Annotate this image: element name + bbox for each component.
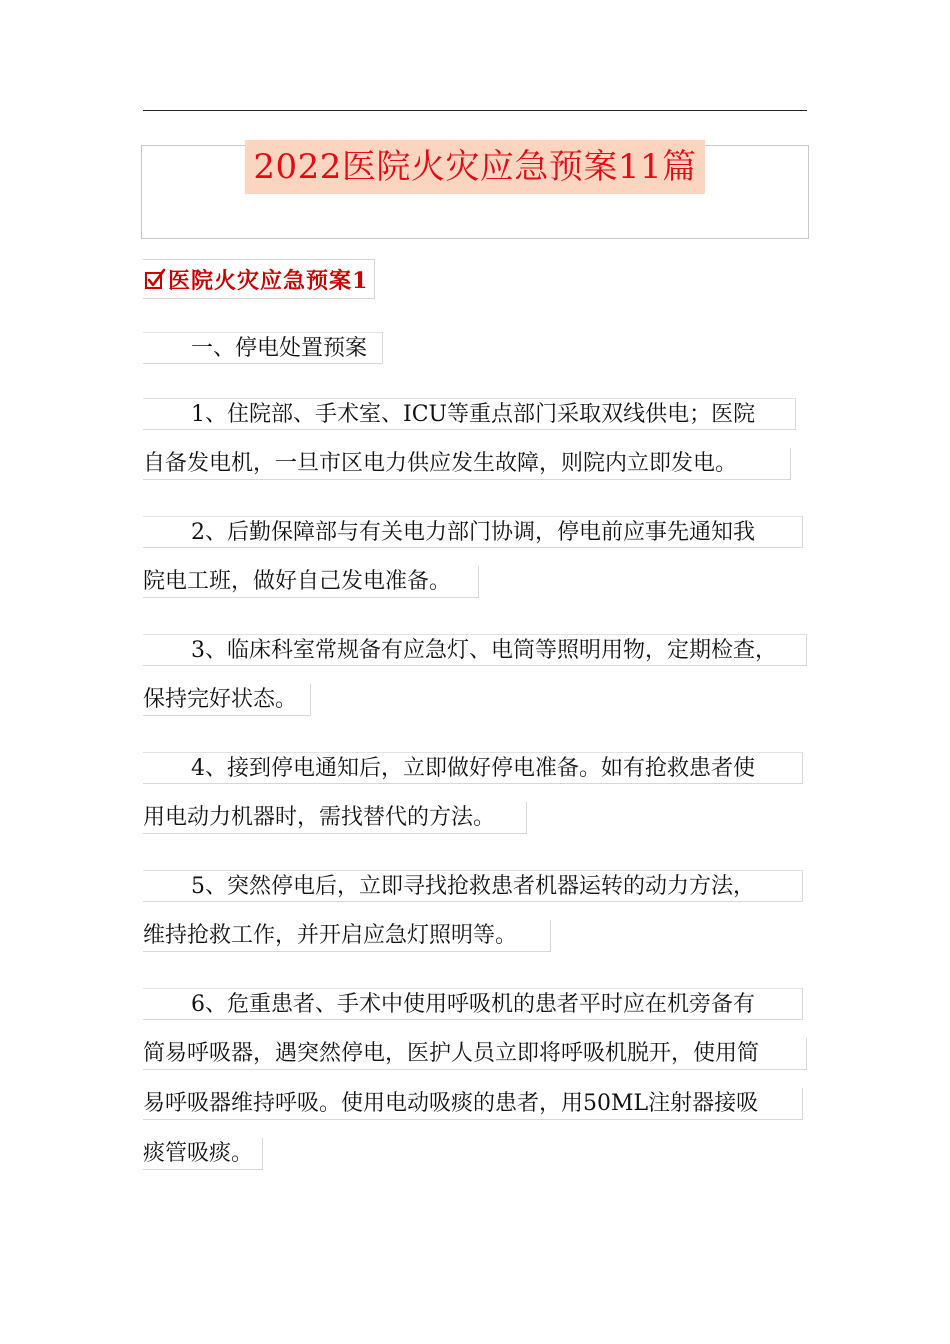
paragraph-line: 简易呼吸器，遇突然停电，医护人员立即将呼吸机脱开，使用简: [143, 1038, 807, 1070]
paragraph-line: 一、停电处置预案: [143, 332, 383, 364]
paragraph-line: 自备发电机，一旦市区电力供应发生故障，则院内立即发电。: [143, 448, 791, 480]
paragraph-line: 院电工班，做好自己发电准备。: [143, 566, 479, 598]
document-title: 2022医院火灾应急预案11篇: [245, 140, 705, 194]
section-heading-text: 医院火灾应急预案1: [168, 267, 369, 294]
top-rule: [143, 110, 807, 111]
paragraph-line: 6、危重患者、手术中使用呼吸机的患者平时应在机旁备有: [143, 988, 803, 1020]
paragraph-line: 易呼吸器维持呼吸。使用电动吸痰的患者，用50ML注射器接吸: [143, 1088, 803, 1120]
paragraph-line: 2、后勤保障部与有关电力部门协调，停电前应事先通知我: [143, 516, 803, 548]
paragraph-line: 4、接到停电通知后，立即做好停电准备。如有抢救患者使: [143, 752, 803, 784]
checkbox-checked-icon: [144, 268, 166, 290]
paragraph-line: 3、临床科室常规备有应急灯、电筒等照明用物，定期检查，: [143, 634, 807, 666]
section-heading: [143, 259, 375, 299]
paragraph-line: 用电动力机器时，需找替代的方法。: [143, 802, 527, 834]
paragraph-line: 痰管吸痰。: [143, 1138, 263, 1170]
paragraph-line: 5、突然停电后，立即寻找抢救患者机器运转的动力方法，: [143, 870, 803, 902]
paragraph-line: 保持完好状态。: [143, 684, 311, 716]
paragraph-line: 维持抢救工作，并开启应急灯照明等。: [143, 920, 551, 952]
paragraph-line: 1、住院部、手术室、ICU等重点部门采取双线供电；医院: [143, 398, 796, 430]
